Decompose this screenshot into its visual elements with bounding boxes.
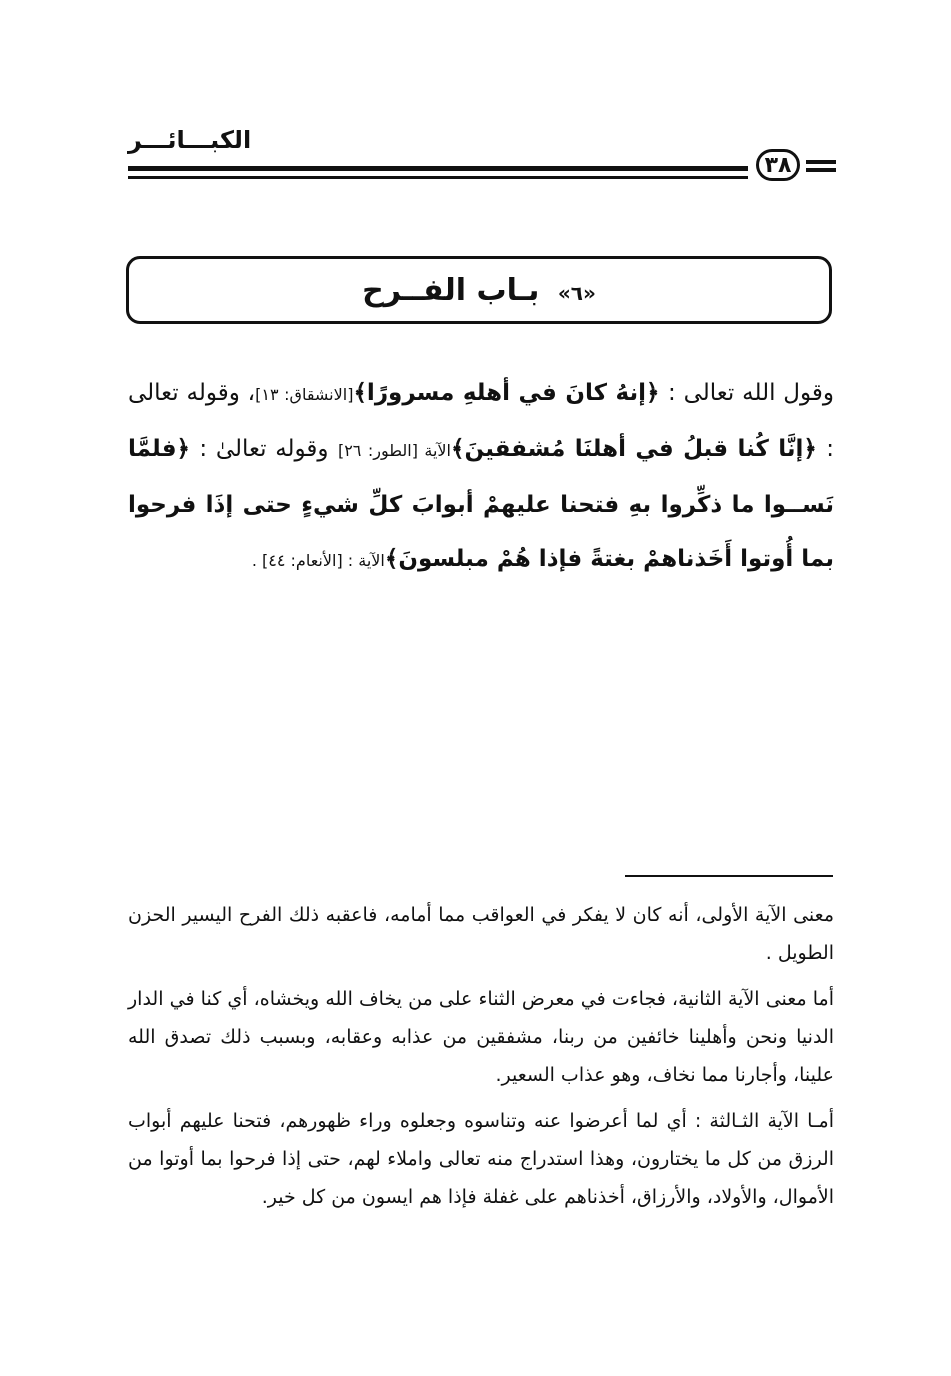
main-text bbox=[128, 366, 834, 588]
chapter-title: بـاب الفــرح bbox=[362, 272, 540, 308]
footnote-separator bbox=[625, 875, 833, 877]
intro-text: وقول الله تعالى : bbox=[668, 380, 834, 406]
join-text-1: ، وقوله تعالى : bbox=[128, 380, 835, 462]
running-title: الكبـــائـــر bbox=[128, 126, 252, 154]
footnote-paragraph: معنى الآية الأولى، أنه كان لا يفكر في العواقب مما أمامه، فاعقبه ذلك الفرح اليسير الحزن الطويل . bbox=[128, 904, 834, 964]
chapter-heading bbox=[362, 273, 596, 308]
header-rule-top bbox=[128, 166, 748, 171]
verse-1: ﴿إنهُ كانَ في أهلهِ مسرورًا﴾ bbox=[353, 380, 660, 406]
page-number-ornament bbox=[748, 149, 836, 185]
page-number: ٣٨ bbox=[756, 149, 800, 181]
page-number-dash bbox=[806, 168, 836, 172]
verse-ref-2: الآية [الطور: ٢٦] bbox=[337, 441, 452, 460]
verse-ref-1: [الانشقاق: ١٣] bbox=[255, 385, 354, 404]
footnote-paragraph: أما معنى الآية الثانية، فجاءت في معرض الثناء على من يخاف الله ويخشاه، أي كنا في الدار الدنيا ونحن وأهلينا خائفين من ربنا، مشفقين من عذابه وعقابه، وبسبب ذلك تصدق الله علينا، وأجارنا مما نخاف، وهو عذاب السعير. bbox=[128, 988, 834, 1086]
footnote-paragraph: أمـا الآية الثـالثة : أي لما أعرضوا عنه وتناسوه وجعلوه وراء ظهورهم، فتحنا عليهم أبواب الرزق من كل ما يختارون، وهذا استدراج منه تعالى واملاء لهم، حتى إذا فرحوا بما أوتوا من الأموال، والأولاد، والأرزاق، أخذناهم على غفلة فإذا هم ايسون من كل خير. bbox=[128, 1110, 834, 1208]
chapter-box bbox=[126, 256, 832, 324]
verse-3: ﴿فلمَّا نَســوا ما ذكِّروا بهِ فتحنا عليهمْ أبوابَ كلِّ شيءٍ حتى إذَا فرحوا بما أُوتوا أَخَذناهمْ بغتةً فإذا هُمْ مبلسونَ﴾ bbox=[128, 436, 834, 572]
join-text-2: وقوله تعالىٰ : bbox=[199, 436, 329, 462]
verse-ref-3: الآية : [الأنعام: ٤٤] . bbox=[251, 551, 385, 570]
verse-2: ﴿إنَّا كُنا قبلُ في أهلنَا مُشفقينَ﴾ bbox=[451, 436, 817, 462]
chapter-number: «٦» bbox=[557, 280, 596, 305]
footnotes bbox=[128, 896, 834, 1224]
page-number-dash bbox=[806, 160, 836, 164]
header-rule-bottom bbox=[128, 176, 748, 179]
